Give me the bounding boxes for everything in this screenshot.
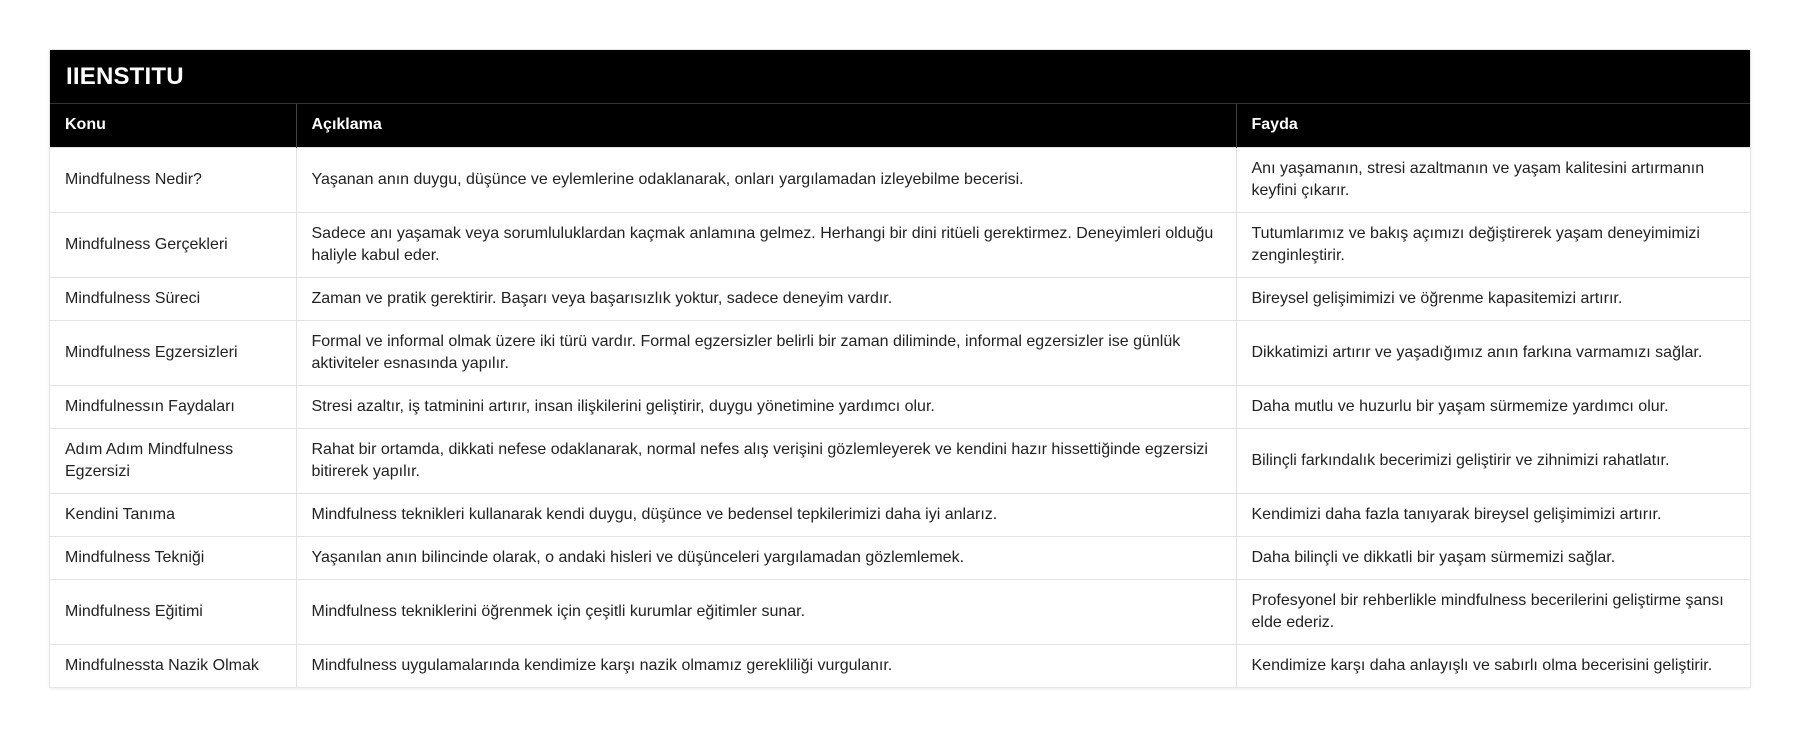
table-row: [50, 147, 1750, 212]
cell-description: Yaşanan anın duygu, düşünce ve eylemlerine odaklanarak, onları yargılamadan izleyebilme becerisi.: [296, 147, 1236, 212]
cell-description: Rahat bir ortamda, dikkati nefese odaklanarak, normal nefes alış verişini gözlemleyerek ve kendini hazır hissettiğinde egzersizi bitirerek yapılır.: [296, 428, 1236, 493]
cell-benefit: Bireysel gelişimimizi ve öğrenme kapasitemizi artırır.: [1251, 289, 1623, 307]
column-header-topic: Konu: [50, 104, 296, 147]
cell-description: Formal ve informal olmak üzere iki türü vardır. Formal egzersizler belirli bir zaman diliminde, informal egzersizler ise günlük aktiviteler esnasında yapılır.: [296, 320, 1236, 385]
cell-topic: Mindfulness Gerçekleri: [50, 212, 296, 277]
brand-header: [50, 50, 1750, 104]
cell-description: Mindfulness uygulamalarında kendimize karşı nazik olmamız gerekliliği vurgulanır.: [296, 644, 1236, 687]
cell-benefit: Daha mutlu ve huzurlu bir yaşam sürmemize yardımcı olur.: [1251, 397, 1669, 415]
cell-topic: Mindfulness Süreci: [50, 277, 296, 320]
cell-benefit: Tutumlarımız ve bakış açımızı değiştirerek yaşam deneyimimizi zenginleştirir.: [1251, 224, 1700, 264]
table-row: [50, 536, 1750, 579]
cell-description: Zaman ve pratik gerektirir. Başarı veya başarısızlık yoktur, sadece deneyim vardır.: [296, 277, 1236, 320]
cell-benefit: Daha bilinçli ve dikkatli bir yaşam sürmemizi sağlar.: [1251, 548, 1616, 566]
cell-topic: Mindfulness Nedir?: [50, 147, 296, 212]
cell-description: Sadece anı yaşamak veya sorumluluklardan kaçmak anlamına gelmez. Herhangi bir dini ritüeli gerektirmez. Deneyimleri olduğu haliyle kabul eder.: [296, 212, 1236, 277]
cell-topic: Adım Adım Mindfulness Egzersizi: [50, 428, 296, 493]
cell-description: Stresi azaltır, iş tatminini artırır, insan ilişkilerini geliştirir, duygu yönetimine yardımcı olur.: [296, 385, 1236, 428]
cell-topic: Mindfulness Egzersizleri: [50, 320, 296, 385]
cell-description: Mindfulness tekniklerini öğrenmek için çeşitli kurumlar eğitimler sunar.: [296, 579, 1236, 644]
mindfulness-table: [50, 104, 1750, 687]
cell-benefit: Profesyonel bir rehberlikle mindfulness becerilerini geliştirme şansı elde ederiz.: [1251, 591, 1724, 631]
cell-topic: Mindfulness Tekniği: [50, 536, 296, 579]
cell-topic: Kendini Tanıma: [50, 493, 296, 536]
cell-benefit: Kendimize karşı daha anlayışlı ve sabırlı olma becerisini geliştirir.: [1251, 656, 1713, 674]
brand-title: IIENSTITU: [66, 62, 184, 90]
cell-benefit: Bilinçli farkındalık becerimizi geliştirir ve zihnimizi rahatlatır.: [1251, 451, 1670, 469]
cell-benefit: Dikkatimizi artırır ve yaşadığımız anın farkına varmamızı sağlar.: [1251, 343, 1703, 361]
table-row: [50, 320, 1750, 385]
table-row: [50, 428, 1750, 493]
table-row: [50, 493, 1750, 536]
table-row: [50, 212, 1750, 277]
cell-description: Yaşanılan anın bilincinde olarak, o andaki hisleri ve düşünceleri yargılamadan gözlemlemek.: [296, 536, 1236, 579]
cell-description: Mindfulness teknikleri kullanarak kendi duygu, düşünce ve bedensel tepkilerimizi daha iyi anlarız.: [296, 493, 1236, 536]
content-table-card: [50, 50, 1750, 687]
cell-topic: Mindfulnessın Faydaları: [50, 385, 296, 428]
cell-topic: Mindfulness Eğitimi: [50, 579, 296, 644]
cell-benefit: Kendimizi daha fazla tanıyarak bireysel gelişimimizi artırır.: [1251, 505, 1662, 523]
column-header-description: Açıklama: [296, 104, 1236, 147]
table-row: [50, 385, 1750, 428]
table-row: [50, 644, 1750, 687]
column-header-benefit: Fayda: [1251, 116, 1298, 134]
table-row: [50, 579, 1750, 644]
cell-topic: Mindfulnessta Nazik Olmak: [50, 644, 296, 687]
table-header-row: [50, 104, 1750, 147]
cell-benefit: Anı yaşamanın, stresi azaltmanın ve yaşam kalitesini artırmanın keyfini çıkarır.: [1251, 159, 1705, 199]
table-row: [50, 277, 1750, 320]
